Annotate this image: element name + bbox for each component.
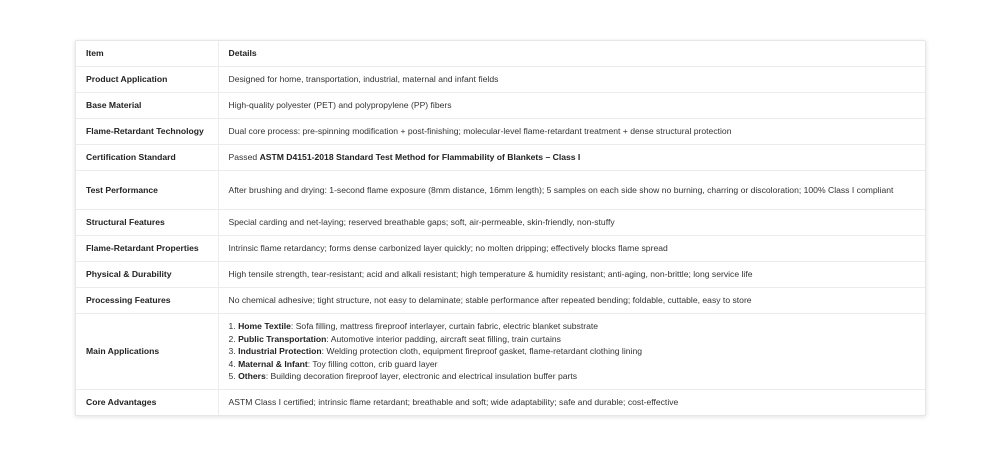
row-item: Product Application xyxy=(76,67,218,93)
row-details: High-quality polyester (PET) and polypropylene (PP) fibers xyxy=(218,93,925,119)
header-details: Details xyxy=(218,41,925,67)
table-row xyxy=(76,314,925,390)
table-header-row xyxy=(76,41,925,67)
table-row xyxy=(76,145,925,171)
row-details: ASTM Class I certified; intrinsic flame retardant; breathable and soft; wide adaptability; safe and durable; cost-effective xyxy=(228,397,679,408)
spec-table-card xyxy=(75,40,926,416)
row-item: Flame-Retardant Properties xyxy=(76,236,218,262)
list-item: 4. Maternal & Infant: Toy filling cotton, crib guard layer xyxy=(228,358,438,369)
table-row xyxy=(76,210,925,236)
row-details: Special carding and net-laying; reserved breathable gaps; soft, air-permeable, skin-friendly, non-stuffy xyxy=(218,210,925,236)
details-prefix: Passed xyxy=(228,152,260,163)
row-item: Flame-Retardant Technology xyxy=(76,119,218,145)
row-details: No chemical adhesive; tight structure, not easy to delaminate; stable performance after repeated bending; foldable, cuttable, easy to store xyxy=(218,288,925,314)
row-details: High tensile strength, tear-resistant; acid and alkali resistant; high temperature & humidity resistant; anti-aging, non-brittle; long service life xyxy=(218,262,925,288)
table-row xyxy=(76,171,925,210)
spec-table xyxy=(76,41,925,415)
row-item: Core Advantages xyxy=(76,390,218,416)
table-row xyxy=(76,288,925,314)
row-item: Main Applications xyxy=(76,314,218,390)
row-details xyxy=(218,145,925,171)
row-item: Physical & Durability xyxy=(76,262,218,288)
table-row xyxy=(76,93,925,119)
applications-list xyxy=(218,314,925,390)
row-item: Processing Features xyxy=(76,288,218,314)
table-row xyxy=(76,67,925,93)
row-item: Certification Standard xyxy=(76,145,218,171)
row-item: Test Performance xyxy=(76,171,218,210)
table-row xyxy=(76,119,925,145)
certification-standard-name: ASTM D4151-2018 Standard Test Method for Flammability of Blankets – Class I xyxy=(259,152,581,163)
row-details: Designed for home, transportation, industrial, maternal and infant fields xyxy=(218,67,925,93)
row-details: After brushing and drying: 1-second flame exposure (8mm distance, 16mm length); 5 samples on each side show no burning, charring or discoloration; 100% Class I compliant xyxy=(218,171,925,210)
table-row xyxy=(76,262,925,288)
header-item: Item xyxy=(76,41,218,67)
list-item: 3. Industrial Protection: Welding protection cloth, equipment fireproof gasket, flame-retardant clothing lining xyxy=(228,346,642,357)
list-item: 1. Home Textile: Sofa filling, mattress fireproof interlayer, curtain fabric, electric blanket substrate xyxy=(228,321,599,332)
list-item: 5. Others: Building decoration fireproof layer, electronic and electrical insulation buffer parts xyxy=(228,371,578,382)
row-details: Dual core process: pre-spinning modification + post-finishing; molecular-level flame-retardant treatment + dense structural protection xyxy=(218,119,925,145)
list-item: 2. Public Transportation: Automotive interior padding, aircraft seat filling, train curtains xyxy=(228,333,561,344)
table-row xyxy=(76,236,925,262)
row-item: Base Material xyxy=(76,93,218,119)
row-details: Intrinsic flame retardancy; forms dense carbonized layer quickly; no molten dripping; effectively blocks flame spread xyxy=(218,236,925,262)
row-item: Structural Features xyxy=(76,210,218,236)
table-row xyxy=(76,390,925,416)
